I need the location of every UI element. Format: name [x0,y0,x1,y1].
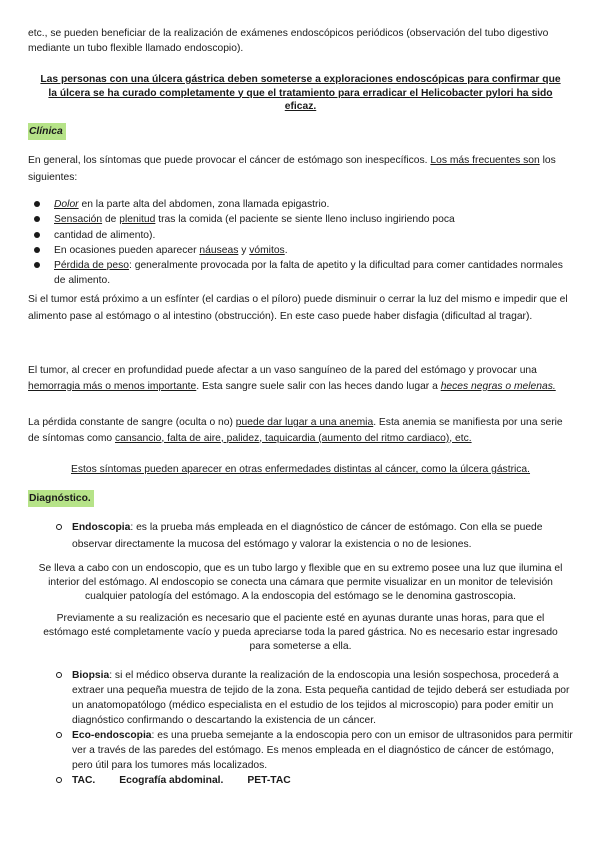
biopsia-text: : si el médico observa durante la realización de la endoscopia una lesión sospechosa, procederá a extraer una pequeña muestra de tejido de la zona. Esta pequeña cantidad de tejido deberá ser estudiada por un anatomopatólogo (médico especialista en el estudio de los tejidos al microscopio) para poder emitir un diagnóstico confirmando o descartando la existencia de un cáncer. [72,670,570,726]
clinica-intro-underlined: Los más frecuentes son [430,155,540,166]
symptom-perdida-peso: Pérdida de peso [54,260,129,272]
hemorrhage-paragraph [28,363,573,394]
endoscopia-text: : es la prueba más empleada en el diagnóstico de cáncer de estómago. Con ella se puede observar directamente la mucosa del estómago y valorar la existencia o no de lesiones. [72,522,543,550]
biopsia-label: Biopsia [72,670,110,681]
list-item [28,728,573,773]
symptom-dolor: Dolor [54,199,79,210]
heces-negras: heces negras o melenas. [440,380,556,392]
list-item [28,212,573,227]
symptom-sensacion: Sensación [54,214,103,226]
eco-endoscopia-label: Eco-endoscopia [72,730,152,741]
symptom-list [28,197,573,289]
hemorrhage-text: . Esta sangre suele salir con las heces dando lugar a [196,380,441,392]
hemorrhage-underlined: hemorragia más o menos importante [28,380,197,392]
circle-bullet [56,777,62,783]
ulcer-note: Las personas con una úlcera gástrica deben someterse a exploraciones endoscópicas para confirmar que la úlcera se ha curado completamente y que el tratamiento para erradicar el Helicobacter pylori ha sido eficaz. [40,74,561,112]
bullet-dot [34,201,40,207]
symptom-plenitud: plenitud [119,214,156,226]
symptom-text: de [102,214,120,226]
anemia-symptoms: cansancio, falta de aire, palidez, taquicardia (aumento del ritmo cardiaco), etc. [115,432,472,444]
diagnostic-list-1 [28,520,573,553]
symptom-nauseas: náuseas [199,244,239,256]
tumor-obstruction-paragraph: Si el tumor está próximo a un esfínter (el cardias o el píloro) puede disminuir o cerrar la luz del mismo e impedir que el alimento pase al estómago o al intestino (obstrucción). En este caso puede haber disfagia (dificultad al tragar). [28,294,568,322]
symptom-text: cantidad de alimento). [54,229,156,241]
eco-endoscopia-text: : es una prueba semejante a la endoscopia pero con un emisor de ultrasonidos para permitir ver a través de las paredes del estómago. Es menos empleada en el diagnóstico de cáncer de estómago, pero útil para los tumores más localizados. [72,730,573,771]
diagnostico-heading-wrap [28,490,573,507]
list-item [28,258,573,289]
symptoms-note: Estos síntomas pueden aparecer en otras enfermedades distintas al cáncer, como la úlcera gástrica. [70,464,531,475]
diagnostico-heading: Diagnóstico. [28,490,94,507]
clinica-intro [28,152,573,186]
diagnostic-list-2 [28,668,573,788]
anemia-underlined: puede dar lugar a una anemia [235,417,374,428]
list-item [28,668,573,728]
list-item [28,243,573,258]
circle-bullet [56,672,62,678]
preparation-description: Previamente a su realización es necesario que el paciente esté en ayunas durante unas horas, para que el estómago esté completamente vacío y pueda apreciarse toda la pared gástrica. No es necesario estar ingresado para someterse a ella. [43,613,558,652]
bullet-dot [34,247,40,253]
clinica-heading-wrap [28,123,573,140]
ecografia-label: Ecografía abdominal. [119,775,224,786]
symptom-text: tras la comida (el paciente se siente lleno incluso ingiriendo poca [155,214,455,226]
symptom-text: en la parte alta del abdomen, zona llamada epigastrio. [78,199,330,210]
anemia-text: . Esta anemia se manifiesta por una serie de síntomas como [28,417,563,444]
intro-paragraph: etc., se pueden beneficiar de la realización de exámenes endoscópicos periódicos (observación del tubo digestivo mediante un tubo flexible llamado endoscopio). [28,28,549,54]
list-item [28,773,573,788]
clinica-intro-text: En general, los síntomas que puede provocar el cáncer de estómago son inespecíficos. [28,155,431,166]
anemia-text: La pérdida constante de sangre (oculta o no) [28,417,236,428]
symptom-text: . [284,244,288,256]
list-item [28,197,573,212]
clinica-intro-end: los siguientes: [28,155,556,183]
endoscopia-label: Endoscopia [72,522,131,533]
bullet-dot [34,216,40,222]
anemia-paragraph [28,415,573,446]
symptom-text: En ocasiones pueden aparecer [54,244,200,256]
tac-label: TAC. [72,775,96,786]
clinica-heading: Clínica [28,123,66,140]
symptom-text: : generalmente provocada por la falta de apetito y la dificultad para comer cantidades normales de alimento. [54,260,563,287]
hemorrhage-text: El tumor, al crecer en profundidad puede afectar a un vaso sanguíneo de la pared del estómago y provocar una [28,365,537,376]
symptom-vomitos: vómitos [249,244,285,256]
list-item [28,520,573,553]
circle-bullet [56,524,62,530]
circle-bullet [56,732,62,738]
endoscopio-description: Se lleva a cabo con un endoscopio, que es un tubo largo y flexible que en su extremo posee una luz que ilumina el interior del estómago. Al endoscopio se conecta una cámara que permite visualizar en un monitor de televisión cualquier patología del estómago. A la endoscopia del estómago se le denomina gastroscopia. [38,563,563,602]
bullet-dot [34,262,40,268]
bullet-dot [34,232,40,238]
pet-tac-label: PET-TAC [247,775,291,786]
list-item [28,228,573,243]
symptom-text: y [238,244,250,256]
